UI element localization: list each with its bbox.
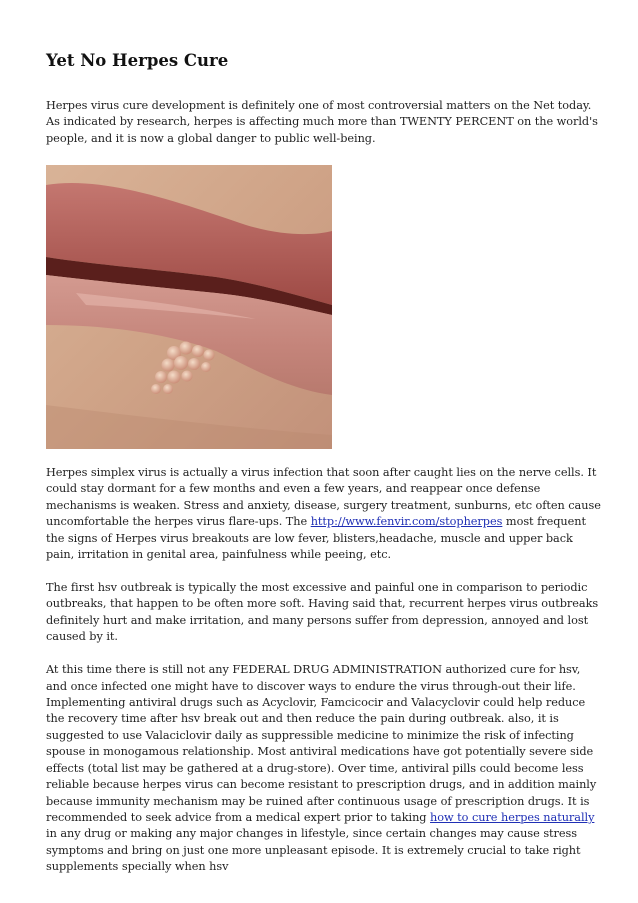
page-title: Yet No Herpes Cure <box>46 51 229 70</box>
cure-herpes-naturally-link[interactable]: how to cure herpes naturally <box>430 810 595 824</box>
lip-closeup-photo <box>46 165 332 449</box>
paragraph-treatment <box>46 662 602 875</box>
stopherpes-link[interactable]: http://www.fenvir.com/stopherpes <box>310 515 503 529</box>
paragraph-treatment-text-after: in any drug or making any major changes in lifestyle, since certain changes may cause stress symptoms and bring on just one more unpleasant episode. It is extremely crucial to take right supplements specially when hsv <box>46 827 581 874</box>
lip-closeup-image <box>46 165 332 449</box>
paragraph-symptoms-text-after: most frequent the signs of Herpes virus breakouts are low fever, blisters,headache, muscle and upper back pain, irritation in genital area, painfulness while peeing, etc. <box>46 515 586 562</box>
paragraph-symptoms <box>46 465 602 563</box>
intro-paragraph: Herpes virus cure development is definitely one of most controversial matters on the Net today. As indicated by research, herpes is affecting much more than TWENTY PERCENT on the world's people, and it is now a global danger to public well-being. <box>46 99 598 145</box>
paragraph-first-outbreak: The first hsv outbreak is typically the most excessive and painful one in comparison to periodic outbreaks, that happen to be often more soft. Having said that, recurrent herpes virus outbreaks definitely hurt and make irritation, and many persons suffer from depression, annoyed and lost caused by it. <box>46 581 599 644</box>
article-body <box>46 465 602 892</box>
paragraph-symptoms-text-before: Herpes simplex virus is actually a virus infection that soon after caught lies on the nerve cells. It could stay dormant for a few months and even a few years, and reappear once defense mechanisms is weaken. Stress and anxiety, disease, surgery treatment, sunburns, etc often cause uncomfortable the herpes virus flare-ups. The <box>46 466 601 529</box>
paragraph-treatment-text-before: At this time there is still not any FEDERAL DRUG ADMINISTRATION authorized cure for hsv, and once infected one might have to discover ways to endure the virus through-out their life. Implementing antiviral drugs such as Acyclovir, Famcicocir and Valacyclovir could help reduce the recovery time after hsv break out and then reduce the pain during outbreak. also, it is suggested to use Valaciclovir daily as suppressible medicine to minimize the risk of infecting spouse in monogamous relationship. Most antiviral medications have got potentially severe side effects (total list may be gathered at a drug-store). Over time, antiviral pills could become less reliable because herpes virus can become resistant to prescription drugs, and in addition mainly because immunity mechanism may be ruined after continuous usage of prescription drugs. It is recommended to seek advice from a medical expert prior to taking <box>46 663 597 824</box>
